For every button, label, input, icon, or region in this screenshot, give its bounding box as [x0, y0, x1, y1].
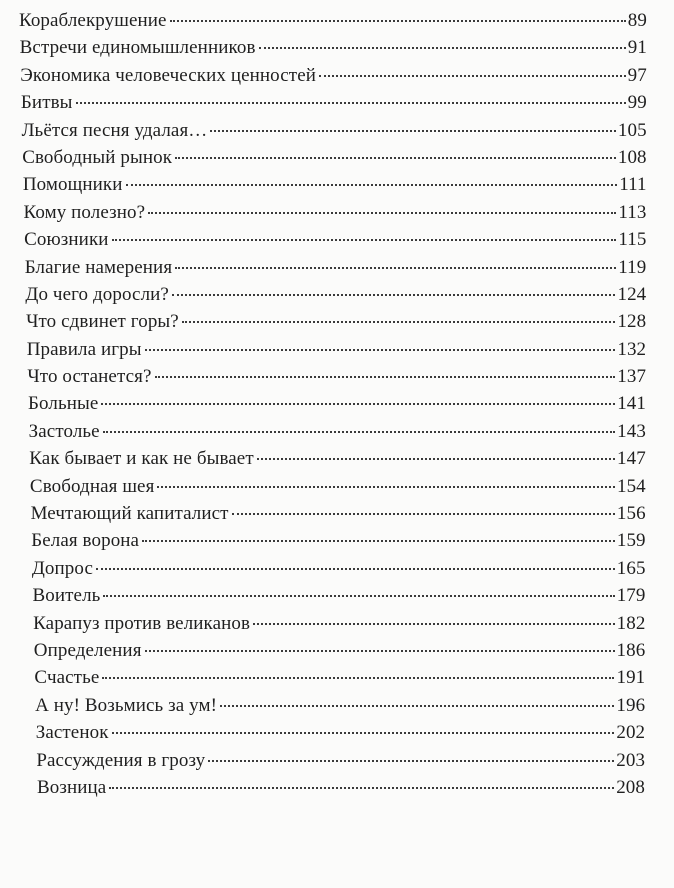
toc-entry [0, 34, 674, 61]
dot-leader [101, 403, 615, 405]
dot-leader [145, 650, 615, 652]
toc-entry-title: Встречи единомышленников [19, 37, 256, 59]
toc-entry-title: Помощники [22, 174, 123, 196]
dot-leader [145, 349, 616, 351]
toc-entry [0, 62, 674, 89]
toc-entry-title: Белая ворона [31, 530, 140, 552]
toc-entry-title: Рассуждения в грозу [36, 749, 206, 771]
toc-entry [0, 199, 674, 226]
toc-entry [0, 582, 674, 609]
toc-entry-title: До чего доросли? [25, 283, 169, 305]
toc-entry-page: 141 [617, 393, 646, 415]
dot-leader [253, 623, 615, 625]
toc-entry [0, 527, 674, 554]
toc-entry [0, 390, 674, 417]
dot-leader [148, 212, 616, 214]
toc-entry [0, 336, 674, 363]
toc-entry-title: Правила игры [26, 338, 142, 360]
dot-leader [175, 157, 616, 159]
dot-leader [210, 130, 616, 132]
dot-leader [220, 705, 614, 707]
toc-entry-page: 143 [617, 420, 646, 442]
toc-entry [0, 719, 674, 746]
dot-leader [126, 184, 618, 186]
toc-entry [0, 7, 674, 34]
toc-entry-title: Счастье [34, 667, 100, 689]
toc-entry [0, 171, 674, 198]
toc-entry-page: 137 [617, 366, 647, 388]
dot-leader [112, 239, 617, 241]
toc-entry-title: Что сдвинет горы? [26, 311, 179, 333]
toc-entry-title: Что останется? [27, 366, 152, 388]
toc-entry-page: 159 [616, 530, 646, 552]
dot-leader [155, 376, 616, 378]
dot-leader [103, 431, 615, 433]
toc-entry [0, 418, 674, 445]
toc-entry [0, 281, 674, 308]
toc-entry [0, 308, 674, 335]
dot-leader [102, 677, 614, 679]
toc-entry-title: Как бывает и как не бывает [29, 448, 254, 470]
dot-leader [157, 486, 615, 488]
toc-entry [0, 555, 674, 582]
toc-entry-page: 186 [616, 639, 646, 661]
toc-entry-title: Благие намерения [24, 256, 173, 278]
toc-entry-page: 124 [617, 283, 647, 305]
toc-entry-page: 128 [617, 311, 647, 333]
dot-leader [182, 321, 616, 323]
toc-entry [0, 226, 674, 253]
toc-entry-title: Больные [28, 393, 99, 415]
toc-entry [0, 500, 674, 527]
dot-leader [259, 47, 626, 49]
dot-leader [175, 267, 616, 269]
dot-leader [319, 75, 626, 77]
toc-entry-page: 115 [618, 229, 647, 251]
toc-entry-title: Льётся песня удалая… [21, 119, 208, 141]
toc-entry [0, 692, 674, 719]
toc-entry-page: 111 [619, 174, 647, 196]
toc-entry [0, 445, 674, 472]
dot-leader [257, 458, 615, 460]
toc-entry-title: Воитель [32, 585, 101, 607]
toc-entry-title: Кораблекрушение [19, 10, 167, 31]
toc-entry [0, 664, 674, 691]
dot-leader [208, 760, 614, 762]
toc-entry-page: 91 [627, 37, 647, 59]
toc-entry [0, 473, 674, 500]
toc-entry-page: 154 [616, 475, 646, 497]
toc-entry [0, 747, 674, 774]
toc-entry-page: 105 [617, 119, 647, 141]
toc-entry-page: 108 [617, 146, 647, 168]
toc-entry-title: Свободный рынок [22, 146, 173, 168]
toc-entry-page: 99 [627, 92, 647, 114]
toc-entry-title: Допрос [31, 557, 93, 579]
toc-entry-page: 191 [616, 667, 646, 689]
dot-leader [142, 540, 615, 542]
toc-entry-page: 156 [616, 503, 646, 525]
toc-entry-title: Свободная шея [29, 475, 155, 497]
toc-entry-page: 179 [616, 585, 646, 607]
toc-entry-title: Экономика человеческих ценностей [20, 64, 316, 86]
toc-entry [0, 774, 674, 801]
dot-leader [96, 568, 615, 570]
toc-entry-title: Застенок [35, 722, 109, 744]
toc-entry-page: 113 [618, 201, 647, 223]
toc-entry [0, 610, 674, 637]
toc-entry-title: Карапуз против великанов [33, 612, 251, 634]
toc-entry [0, 254, 674, 281]
toc-entry-title: Кому полезно? [23, 201, 146, 223]
toc-entry-page: 196 [616, 694, 646, 716]
dot-leader [170, 20, 626, 22]
dot-leader [109, 787, 614, 789]
toc-entry [0, 89, 674, 116]
dot-leader [103, 595, 614, 597]
toc-entry-title: Битвы [20, 92, 73, 114]
toc-entry-page: 147 [617, 448, 646, 470]
dot-leader [76, 102, 626, 104]
toc-entry-page: 97 [627, 64, 647, 86]
table-of-contents [0, 7, 674, 801]
toc-entry [0, 144, 674, 171]
toc-entry-title: Застолье [28, 420, 100, 442]
toc-entry-page: 203 [616, 749, 646, 771]
toc-entry-page: 89 [627, 10, 647, 31]
dot-leader [232, 513, 615, 515]
toc-entry [0, 363, 674, 390]
toc-entry [0, 117, 674, 144]
toc-entry-title: Мечтающий капиталист [30, 503, 229, 525]
toc-entry-page: 208 [616, 776, 645, 798]
toc-entry [0, 637, 674, 664]
toc-entry-title: Определения [33, 639, 142, 661]
toc-entry-title: Союзники [24, 229, 109, 251]
toc-entry-page: 165 [616, 557, 646, 579]
toc-entry-page: 202 [616, 722, 646, 744]
toc-entry-page: 182 [616, 612, 646, 634]
dot-leader [172, 294, 616, 296]
dot-leader [112, 732, 615, 734]
toc-entry-page: 132 [617, 338, 647, 360]
toc-entry-page: 119 [618, 256, 647, 278]
toc-entry-title: А ну! Возьмись за ум! [35, 694, 218, 716]
toc-entry-title: Возница [37, 776, 107, 798]
